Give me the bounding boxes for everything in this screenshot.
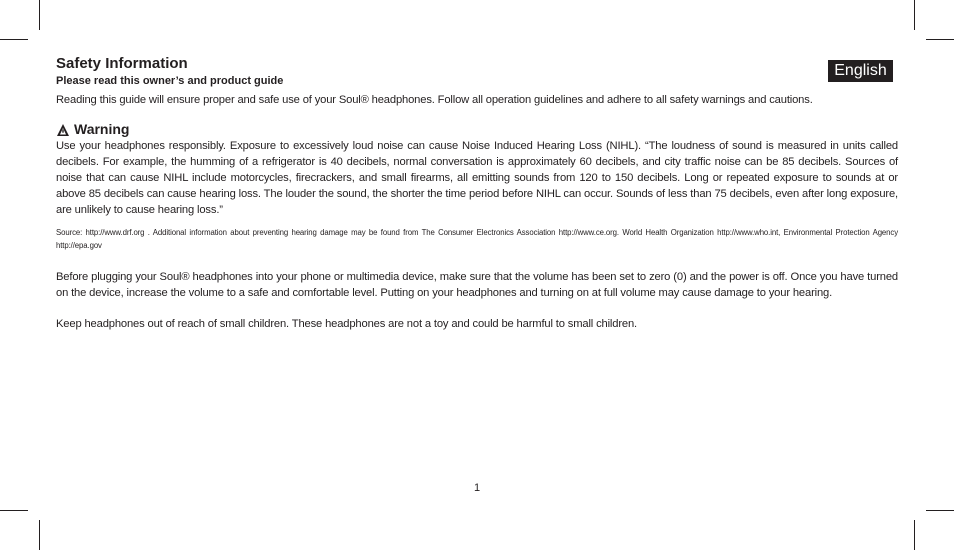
children-warning-paragraph: Keep headphones out of reach of small children. These headphones are not a toy and could be harmful to small children. — [56, 318, 638, 330]
crop-mark-bottom-left-vertical — [39, 520, 40, 550]
warning-paragraph: Use your headphones responsibly. Exposure to excessively loud noise can cause Noise Induced Hearing Loss (NIHL). “The loudness of sound is measured in units called decibels. For example, the humming of a refrigerator is 40 decibels, normal conversation is approximately 60 decibels, and city traffic noise can be 85 decibels. Sources of noise that can cause NIHL include motorcycles, firecrackers, and small firearms, all emitting sounds from 120 to 150 decibels. Long or repeated exposure to sounds at or above 85 decibels can cause hearing loss. The louder the sound, the shorter the time period before NIHL can occur. Sounds of less than 75 decibels, even after long exposure, are unlikely to cause hearing loss.” — [56, 140, 898, 216]
crop-mark-bottom-right-horizontal — [926, 510, 954, 511]
crop-mark-top-right-vertical — [914, 0, 915, 30]
before-plugging-paragraph: Before plugging your Soul® headphones into your phone or multimedia device, make sure that the volume has been set to zero (0) and the power is off. Once you have turned on the device, increase the volume to a safe and comfortable level. Putting on your headphones and turning on at full volume may cause damage to your hearing. — [56, 271, 898, 299]
crop-mark-top-left-horizontal — [0, 39, 28, 40]
language-badge: English — [828, 60, 893, 82]
source-note: Source: http://www.drf.org . Additional information about preventing hearing damage may be found from The Consumer Electronics Association http://www.ce.org. World Health Organization http://www.who.int, Environmental Protection Agency http://epa.gov — [56, 228, 898, 250]
crop-mark-top-left-vertical — [39, 0, 40, 30]
warning-heading-label: Warning — [74, 121, 130, 137]
page-title: Safety Information — [56, 55, 188, 72]
crop-mark-bottom-right-vertical — [914, 520, 915, 550]
warning-triangle-icon — [56, 123, 70, 137]
crop-mark-top-right-horizontal — [926, 39, 954, 40]
crop-mark-bottom-left-horizontal — [0, 510, 28, 511]
intro-paragraph: Reading this guide will ensure proper and safe use of your Soul® headphones. Follow all operation guidelines and adhere to all safety warnings and cautions. — [56, 94, 813, 106]
page-number: 1 — [473, 482, 481, 494]
page-subtitle: Please read this owner’s and product guide — [56, 75, 284, 87]
page-content — [56, 55, 898, 332]
warning-heading — [56, 121, 898, 138]
